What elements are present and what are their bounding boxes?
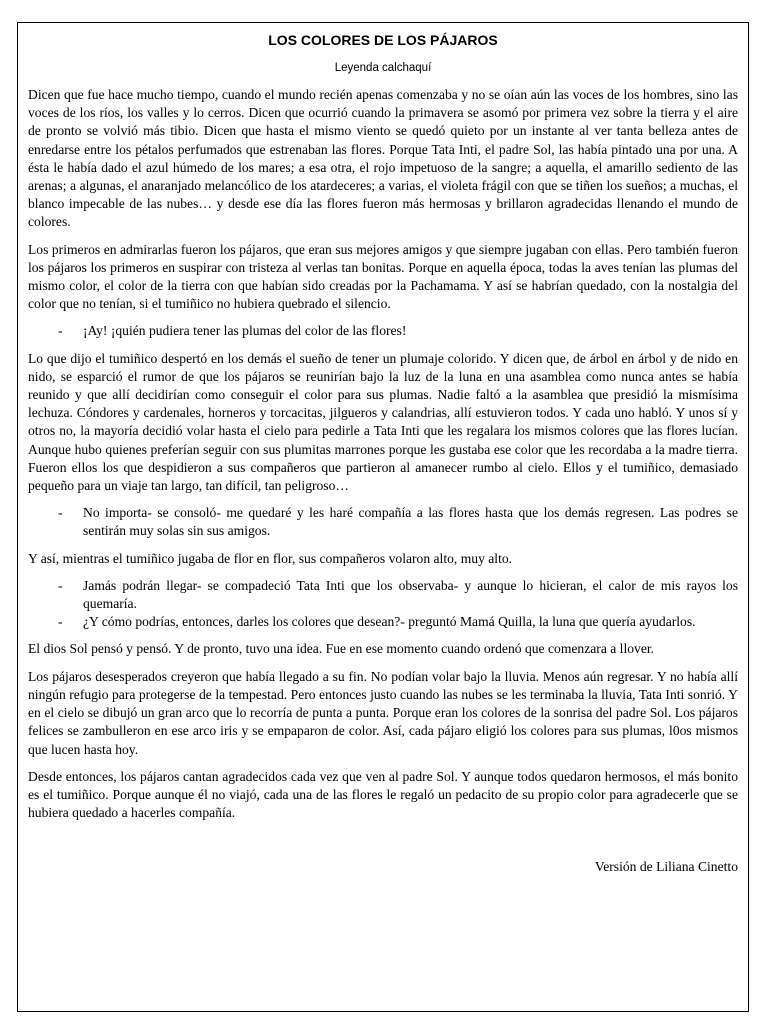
dialogue-text: ¡Ay! ¡quién pudiera tener las plumas del color de las flores! [83, 323, 407, 339]
paragraph-2: Los primeros en admirarlas fueron los pájaros, que eran sus mejores amigos y que siempre jugaban con ellas. Pero también fueron los pájaros los primeros en suspirar con tristeza al verlas tan bonitas. Porque en aquella época, todas la aves tenían las plumas del mismo color, el color de la tierra con que habían sido creadas por la Pachamama. Y así se habrían quedado, con la nostalgia del color que no tenían, si el tumiñico no hubiera quebrado el silencio. [28, 241, 738, 312]
paragraph-7: Desde entonces, los pájaros cantan agradecidos cada vez que ven al padre Sol. Y aunque todos quedaron hermosos, el más bonito es el tumiñico. Porque aunque él no viajó, cada una de las flores le regaló un pedacito de su propio color para agradecerle que se hubiera quedado a hacerles compañía. [28, 768, 738, 821]
dialogue-2 [28, 504, 738, 540]
dialogue-text: No importa- se consoló- me quedaré y les haré compañía a las flores hasta que los demás regresen. Las podres se sentirán muy solas sin sus amigos. [83, 505, 738, 539]
paragraph-3: Lo que dijo el tumiñico despertó en los demás el sueño de tener un plumaje colorido. Y dicen que, de árbol en árbol y de nido en nido, se esparció el rumor de que los pájaros se reunirían bajo la luz de la luna en una asamblea como nunca antes se había reunido y que allí decidirían como conseguir el color para sus plumas. Nadie faltó a la asamblea que presidió la mismísima lechuza. Cóndores y cardenales, horneros y torcacitas, jilgueros y calandrias, allí estuvieron todos. Y cada uno habló. Y unos sí y otros no, la mayoría decidió volar hasta el cielo para pedirle a Tata Inti que les regalara los mismos colores que las flores lucían. Aunque hubo quienes preferían seguir con sus plumitas marrones porque les gustaba ese color que les recordaba a la madre tierra. Fueron ellos los que despidieron a sus compañeros que partieron al amanecer rumbo al cielo. Ellos y el tumiñico, demasiado pequeño para un viaje tan largo, tan difícil, tan peligroso… [28, 350, 738, 494]
author-signature: Versión de Liliana Cinetto [594, 859, 738, 875]
dialogue-3 [28, 577, 738, 613]
dialogue-dash: - [58, 505, 63, 521]
document-subtitle: Leyenda calchaquí [334, 62, 432, 74]
paragraph-1: Dicen que fue hace mucho tiempo, cuando el mundo recién apenas comenzaba y no se oían aún las voces de los hombres, sino las voces de los ríos, los valles y lo cerros. Dicen que ocurrió cuando la primavera se asomó por primera vez sobre la tierra y el aire de pronto se volvió más tibio. Dicen que hasta el mismo viento se quedó quieto por un instante al ver tanta belleza antes de enredarse entre los pétalos perfumados que estrenaban las flores. Porque Tata Inti, el padre Sol, las había pintado una por una. A ésta le había dado el azul húmedo de los mares; a esa otra, el rojo impetuoso de la sangre; a aquella, el amarillo sediento de las arenas; a algunas, el anaranjado melancólico de los atardeceres; a varias, el violeta frágil con que se tiñen los sueños; a muchas, el blanco impecable de las nubes… y desde ese día las flores fueron más hermosas y brillaron agradecidas llenando el mundo de colores. [28, 87, 738, 230]
document-page [17, 22, 749, 1012]
dialogue-text: Jamás podrán llegar- se compadeció Tata Inti que los observaba- y aunque lo hicieran, el calor de mis rayos los quemaría. [83, 577, 738, 612]
dialogue-4 [28, 613, 738, 631]
paragraph-5: El dios Sol pensó y pensó. Y de pronto, tuvo una idea. Fue en ese momento cuando ordenó que comenzara a llover. [28, 641, 655, 657]
document-title: LOS COLORES DE LOS PÁJAROS [268, 32, 498, 48]
paragraph-4: Y así, mientras el tumiñico jugaba de flor en flor, sus compañeros volaron alto, muy alto. [28, 550, 513, 566]
dialogue-dash: - [58, 577, 63, 593]
dialogue-dash: - [58, 614, 63, 630]
paragraph-6: Los pájaros desesperados creyeron que había llegado a su fin. No podían volar bajo la lluvia. Menos aún regresar. Y no había allí ningún refugio para protegerse de la tempestad. Pero entonces justo cuando las nubes se les terminaba la lluvia, Tata Inti sonrió. Y en el cielo se dibujó un gran arco que lo recorría de punta a punta. Porque eran los colores de la sonrisa del padre Sol. Los pájaros felices se zambulleron en ese arco iris y se empaparon de color. Así, cada pájaro eligió los colores para sus plumas, l0os mismos que lucen hasta hoy. [28, 668, 738, 757]
dialogue-text: ¿Y cómo podrías, entonces, darles los colores que desean?- preguntó Mamá Quilla, la luna que quería ayudarlos. [83, 614, 696, 630]
dialogue-1 [28, 322, 738, 340]
dialogue-dash: - [58, 323, 63, 339]
